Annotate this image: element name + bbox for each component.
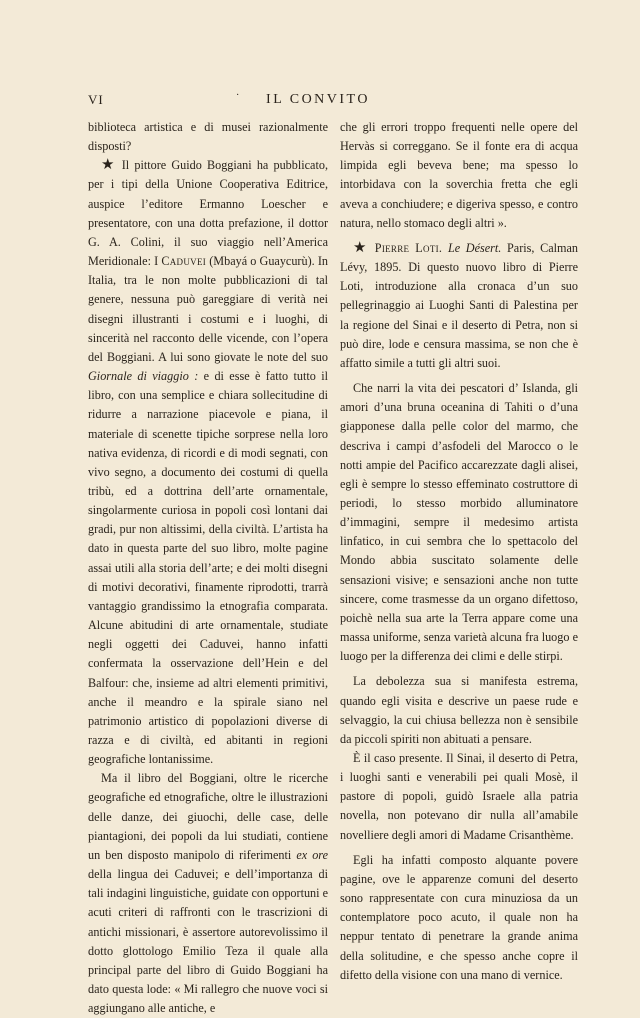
paragraph: biblioteca artistica e di musei razionalmente disposti?	[88, 120, 328, 154]
text-run: della lingua dei Caduvei; e dell’importanza di tali indagini linguistiche, guidate con opportuni e acuti criteri di raffronti con le trascrizioni di antichi missionari, è assertore autorevolissimo il dotto glottologo Emilio Teza il quale alla principal parte del libro di Guido Boggiani ha dato questa lode: « Mi rallegro che nuove voci si aggiungano alle antiche, e	[88, 867, 328, 1016]
right-column	[340, 118, 578, 985]
star-icon: ★	[101, 157, 117, 174]
text-run: (Mbayá o Guaycurù). In Italia, tra le non molte pubblicazioni di tal genere, nessuna può gareggiare di verità nei disegni illustranti i costumi e i luoghi, di sincerità nel racconto delle vicende, con l’opera del Boggiani. A lui sono giovate le note del suo	[88, 254, 328, 364]
header-ornament: ·	[236, 90, 241, 101]
paragraph: che gli errori troppo frequenti nelle opere del Hervàs si correggano. Se il fonte era di acqua limpida egli beveva bene; ma spesso lo intorbidava con la soverchia fretta che egli aveva a conchiudere; e digeriva spesso, e contro natura, nello stomaco degli altri ».	[340, 120, 578, 230]
paragraph-loti	[340, 239, 578, 373]
star-icon: ★	[353, 239, 370, 256]
page-number: VI	[88, 92, 104, 107]
paragraph: È il caso presente. Il Sinai, il deserto di Petra, i luoghi santi e venerabili pei quali Mosè, il pastore di popoli, guidò Israele alla patria novella, non potevano dir nulla all’amabile novelliere degli amori di Madame Crisanthème.	[340, 751, 578, 842]
running-header	[88, 92, 548, 110]
italic-title: Giornale di viaggio :	[88, 369, 199, 384]
italic-title: Le Désert.	[447, 240, 502, 255]
text-run: e di esse è fatto tutto il libro, con una semplice e chiara sollecitudine di ridurre a narrazione piacevole e piana, il materiale di scenette tipiche sorprese nella loro nativa evidenza, di ricordi e di modi segnati, con vivo segno, a documento dei costumi di quella tribù, ed a dottrina dell’arte ornamentale, singolarmente curiosa in popoli così lontani dai gradi, pur non altissimi, della civiltà. L’artista ha dato in questa parte del suo libro, molte pagine assai utili alla storia dell’arte; e dei molti disegni di motivi decorativi, finamente riprodotti, trarrà vantaggio grandissimo la etnografia comparata. Alcune abitudini di arte ornamentale, studiate negli oggetti dei Caduvei, hanno infatti confermata la osservazione dell’Hein e del Balfour: che, insieme ad altri elementi primitivi, anche il meandro e la spirale siano nel patrimonio artistico di popolazioni diverse di razza e di civiltà, ed abitanti in regioni geografiche lontanissime.	[88, 369, 329, 767]
book-title: Caduvei	[161, 254, 207, 269]
paragraph	[88, 769, 328, 1018]
text-run: Ma il libro del Boggiani, oltre le ricerche geografiche ed etnografiche, oltre le illustrazioni delle danze, dei giuochi, delle case, delle piantagioni, dei popoli da lui studiati, contiene un ben disposto manipolo di riferimenti	[88, 771, 328, 862]
italic-phrase: ex ore	[296, 847, 328, 862]
paragraph-boggiani	[88, 156, 328, 769]
left-column	[88, 118, 328, 1018]
running-title: IL CONVITO	[266, 92, 370, 107]
author-name: Pierre Loti.	[374, 240, 443, 255]
text-run: Paris, Calman Lévy, 1895. Di questo nuovo libro di Pierre Loti, introduzione alla cronaca d’un suo pellegrinaggio ai Luoghi Santi di Palestina per la regione del Sinai e il deserto di Petra, non si può dire, lode e censura massima, se non che è affatto simile a tutti gli altri suoi.	[340, 240, 578, 370]
paragraph: Egli ha infatti composto alquante povere pagine, ove le apparenze comuni del deserto sono rappresentate con cura minuziosa da un contemplatore poco acuto, il quale non ha neppur tentato di penetrare la grande anima della solitudine, e che spesso anche copre il difetto della visione con una mano di vernice.	[340, 852, 578, 982]
paragraph: La debolezza sua si manifesta estrema, quando egli visita e descrive un paese rude e selvaggio, la cui chiusa bellezza non è sensibile da piccoli spiriti non abituati a pensare.	[340, 674, 578, 746]
text-run: Il pittore Guido Boggiani ha pubblicato, per i tipi della Unione Cooperativa Editrice, auspice l’editore Ermanno Loescher e presentatore, con una dotta prefazione, il dottor G. A. Colini, il suo viaggio nell’America Meridionale: I	[88, 158, 328, 269]
paragraph: Che narri la vita dei pescatori d’ Islanda, gli amori d’una bruna oceanina di Tahiti o d’una giapponese dalla pelle color del marmo, che descriva i campi d’asfodeli del Marocco o le notti ampie del Pacifico accarezzate dagli alisei, egli è sempre lo stesso effeminato costruttore di periodi, lo stesso morbido alluminatore d’immagini, sempre il medesimo artista linfatico, in cui sembra che lo spettacolo del Mondo abbia suscitato solamente delle sensazioni visive; e sensazioni anche non tutte sincere, come trasmesse da un organo difettoso, poichè nella sua arte la Terra appare come una massa uniforme, senza varietà alcuna fra luogo e luogo per la differenza dei climi e delle stirpi.	[340, 381, 578, 664]
